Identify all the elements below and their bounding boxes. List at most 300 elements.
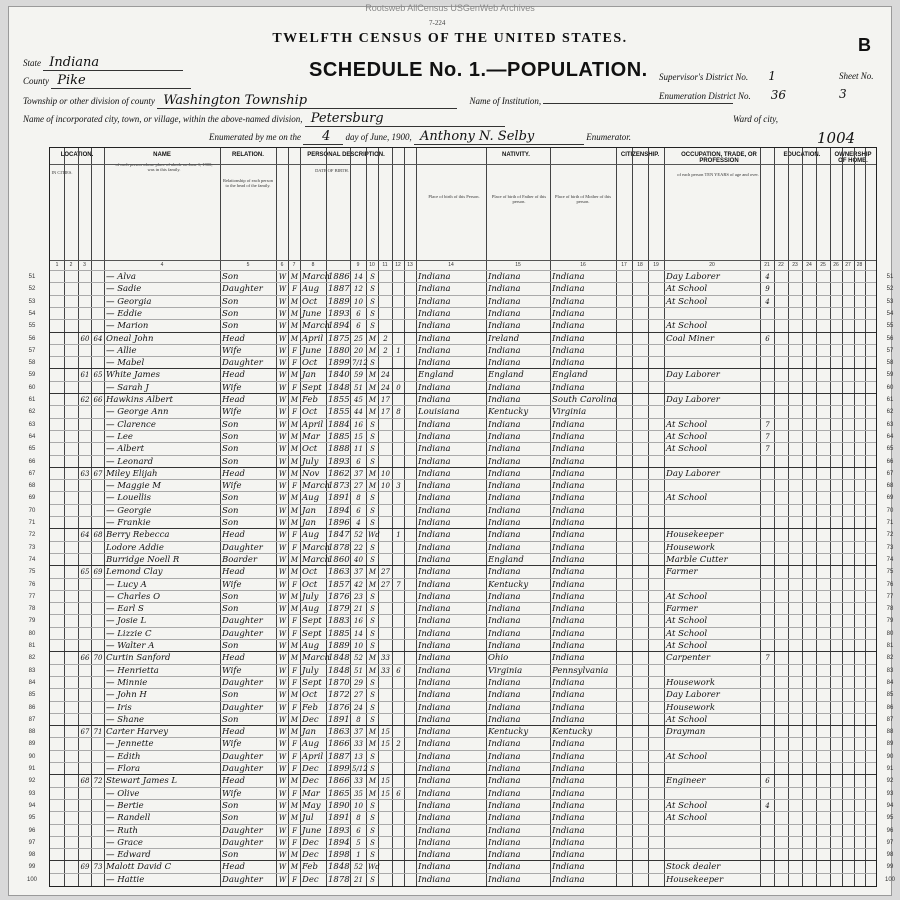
cell-name: — Clarence <box>106 419 156 430</box>
cell-year: 1872 <box>328 690 350 701</box>
line-number: 52 <box>886 286 894 293</box>
cell-yrs: 2 <box>383 346 388 355</box>
sheet-box <box>839 67 874 103</box>
cell-ms: S <box>370 642 375 650</box>
cell-rel: Son <box>222 714 239 725</box>
cell-bp: Indiana <box>418 431 451 442</box>
cell-rel: Daughter <box>222 628 263 639</box>
table-row <box>28 590 894 603</box>
cell-mbp: Indiana <box>552 653 585 664</box>
cell-age: 23 <box>354 592 363 601</box>
cell-age: 7/12 <box>352 359 368 368</box>
cell-year: 1840 <box>328 370 350 381</box>
cell-dw: 65 <box>80 568 90 577</box>
cell-mbp: Indiana <box>552 554 585 565</box>
cell-sex: F <box>292 408 297 417</box>
cell-bp: Indiana <box>418 542 451 553</box>
line-number: 62 <box>886 409 894 416</box>
cell-rel: Wife <box>222 345 242 356</box>
cell-month: Sept <box>302 382 322 393</box>
cell-month: Aug <box>302 739 320 750</box>
cell-occ: At School <box>666 751 708 762</box>
line-number: 67 <box>28 470 36 477</box>
line-number: 81 <box>28 643 36 649</box>
cell-bp: England <box>418 370 454 381</box>
cell-bp: Indiana <box>418 776 451 787</box>
cell-age: 13 <box>354 752 363 761</box>
cell-rel: Daughter <box>222 837 263 848</box>
cell-fbp: England <box>488 370 524 381</box>
cell-month: Oct <box>302 358 318 369</box>
city-value: Petersburg <box>310 111 384 126</box>
cell-bp: Indiana <box>418 321 451 332</box>
table-row <box>28 282 894 295</box>
column-number: 12 <box>395 262 401 268</box>
cell-month: Aug <box>302 604 320 615</box>
table-row <box>28 307 894 320</box>
cell-race: W <box>278 826 287 835</box>
cell-edu: 6 <box>765 777 770 786</box>
cell-rel: Daughter <box>222 751 263 762</box>
cell-ms: S <box>370 703 375 712</box>
cell-age: 8 <box>356 715 361 724</box>
cell-ch: 7 <box>396 580 401 589</box>
cell-rel: Daughter <box>222 284 263 295</box>
table-row <box>28 356 894 369</box>
cell-age: 29 <box>354 678 363 687</box>
cell-rel: Son <box>222 505 239 516</box>
cell-bp: Indiana <box>418 444 451 455</box>
cell-occ: Housework <box>666 677 716 688</box>
cell-ms: M <box>368 740 377 749</box>
cell-yrs: 24 <box>381 371 390 380</box>
cell-race: W <box>278 371 287 380</box>
cell-bp: Indiana <box>418 382 451 393</box>
cell-month: Aug <box>302 493 320 504</box>
table-row <box>28 627 894 640</box>
cell-age: 15 <box>354 432 363 441</box>
cell-rel: Boarder <box>222 554 258 565</box>
cell-yrs: 27 <box>381 568 390 577</box>
cell-mbp: Indiana <box>552 776 585 787</box>
group-citizenship: CITIZENSHIP. <box>620 152 660 158</box>
cell-sex: M <box>290 801 299 810</box>
line-number: 54 <box>28 310 36 317</box>
cell-dw: 69 <box>80 863 90 872</box>
cell-bp: Indiana <box>418 308 451 319</box>
cell-name: — Bertie <box>106 800 144 811</box>
table-row <box>28 762 894 775</box>
table-row <box>28 565 894 578</box>
line-number: 55 <box>886 323 894 330</box>
cell-mbp: Indiana <box>552 493 585 504</box>
cell-ms: S <box>370 359 375 368</box>
table-row <box>28 688 894 701</box>
cell-sex: F <box>292 580 297 589</box>
cell-rel: Head <box>222 395 245 405</box>
cell-month: Sept <box>302 677 322 688</box>
cell-month: Oct <box>302 579 318 590</box>
cell-race: W <box>278 851 287 860</box>
cell-race: W <box>278 297 287 306</box>
cell-occ: Day Laborer <box>666 370 720 381</box>
line-number: 84 <box>886 679 894 686</box>
cell-bp: Indiana <box>418 604 451 615</box>
cell-month: Sept <box>302 616 322 627</box>
cell-age: 6 <box>356 506 361 515</box>
cell-ms: S <box>370 297 375 306</box>
column-number: 28 <box>856 262 863 268</box>
cell-ch: 1 <box>396 531 401 540</box>
cell-ch: 8 <box>396 408 401 417</box>
cell-yrs: 27 <box>381 580 390 589</box>
cell-name: Carter Harvey <box>106 727 169 738</box>
cell-name: — Flora <box>106 764 141 774</box>
cell-occ: At School <box>666 284 708 295</box>
line-number: 83 <box>28 667 36 674</box>
cell-mbp: Indiana <box>552 505 585 516</box>
cell-rel: Head <box>222 653 245 664</box>
cell-mbp: Indiana <box>552 567 585 578</box>
cell-fm: 73 <box>93 863 103 872</box>
cell-occ: At School <box>666 800 708 811</box>
column-number: 20 <box>709 262 715 268</box>
cell-name: Berry Rebecca <box>106 530 170 541</box>
cell-yrs: 24 <box>381 383 390 392</box>
cell-fbp: Indiana <box>488 530 521 541</box>
cell-race: W <box>278 777 287 786</box>
cell-sex: M <box>290 728 299 737</box>
line-number: 56 <box>28 335 36 342</box>
cell-month: March <box>302 554 331 565</box>
cell-fbp: Indiana <box>488 764 521 774</box>
cell-rel: Wife <box>222 788 242 799</box>
cell-name: — Leonard <box>106 456 154 467</box>
cell-ms: Wd <box>368 531 380 540</box>
page-number: 1004 <box>817 129 856 147</box>
cell-age: 10 <box>354 801 363 810</box>
cell-sex: M <box>290 519 299 527</box>
cell-month: Oct <box>302 567 318 578</box>
census-sheet <box>8 3 895 896</box>
cell-year: 1855 <box>328 395 350 405</box>
column-number: 23 <box>792 262 798 268</box>
table-row <box>28 405 894 418</box>
cell-mbp: Indiana <box>552 813 585 824</box>
line-number: 62 <box>28 409 36 416</box>
cell-year: 1876 <box>328 702 350 713</box>
column-number: 27 <box>845 262 851 268</box>
cell-sex: F <box>292 826 297 835</box>
census-title: TWELFTH CENSUS OF THE UNITED STATES. <box>272 31 628 46</box>
table-row <box>28 860 894 873</box>
line-number: 66 <box>886 458 894 465</box>
county-value: Pike <box>57 73 86 88</box>
cell-occ: Stock dealer <box>666 862 721 873</box>
cell-race: W <box>278 592 287 601</box>
table-row <box>26 873 895 886</box>
cell-fbp: Indiana <box>488 395 521 405</box>
cell-race: W <box>278 580 287 589</box>
cell-mbp: Kentucky <box>552 727 593 738</box>
cell-occ: At School <box>666 296 708 307</box>
header-rule <box>50 164 876 165</box>
line-number: 71 <box>886 520 894 526</box>
cell-rel: Daughter <box>222 616 263 627</box>
line-number: 94 <box>28 802 36 809</box>
cell-age: 6 <box>356 309 361 318</box>
table-row <box>28 737 894 750</box>
cell-month: Oct <box>302 690 318 701</box>
cell-name: Stewart James L <box>106 776 178 787</box>
cell-sex: F <box>292 740 297 749</box>
cell-age: 21 <box>354 605 363 614</box>
cell-year: 1878 <box>328 542 350 553</box>
cell-fm: 69 <box>93 568 103 577</box>
cell-occ: Housework <box>666 542 716 553</box>
cell-ms: S <box>370 691 375 700</box>
cell-bp: Indiana <box>418 702 451 713</box>
line-number: 60 <box>28 384 36 391</box>
cell-fbp: Ohio <box>488 653 509 664</box>
table-row <box>28 725 894 738</box>
cell-fbp: Indiana <box>488 874 521 885</box>
cell-sex: F <box>292 629 297 638</box>
cell-mbp: Indiana <box>552 714 585 725</box>
cell-name: White James <box>106 370 161 381</box>
cell-ms: M <box>368 580 377 589</box>
cell-occ: At School <box>666 813 708 824</box>
line-number: 64 <box>28 433 36 440</box>
cell-mbp: Indiana <box>552 800 585 811</box>
cell-occ: Marble Cutter <box>666 554 728 565</box>
cell-ms: M <box>368 383 377 392</box>
cell-mbp: Indiana <box>552 444 585 455</box>
cell-fbp: Indiana <box>488 702 521 713</box>
enumeration-district-label: Enumeration District No. <box>659 91 751 101</box>
cell-yrs: 33 <box>381 654 390 663</box>
line-number: 68 <box>28 483 36 490</box>
line-number: 54 <box>886 310 894 317</box>
cell-age: 11 <box>354 445 363 454</box>
cell-name: — Frankie <box>106 518 151 528</box>
caption-birth: DATE OF BIRTH. <box>315 168 349 173</box>
line-number: 56 <box>886 335 894 342</box>
cell-year: 1894 <box>328 321 350 332</box>
column-number: 9 <box>356 262 360 268</box>
table-row <box>28 713 894 726</box>
cell-bp: Indiana <box>418 419 451 430</box>
cell-mbp: Indiana <box>552 788 585 799</box>
cell-month: May <box>302 800 321 811</box>
line-number: 63 <box>28 421 36 428</box>
cell-ms: S <box>370 715 375 724</box>
cell-race: W <box>278 752 287 761</box>
line-number: 85 <box>28 692 36 699</box>
line-number: 58 <box>886 360 894 367</box>
cell-year: 1862 <box>328 468 350 479</box>
table-row <box>28 787 894 800</box>
cell-bp: Indiana <box>418 628 451 639</box>
column-number: 8 <box>311 262 315 268</box>
cell-age: 16 <box>354 420 363 429</box>
cell-ms: M <box>368 654 377 663</box>
cell-fbp: Indiana <box>488 321 521 332</box>
cell-year: 1893 <box>328 456 350 467</box>
cell-age: 22 <box>354 543 363 552</box>
cell-rel: Wife <box>222 407 242 418</box>
group-relation: RELATION. <box>232 152 264 158</box>
group-location: LOCATION. <box>60 152 94 158</box>
caption-location: IN CITIES. <box>51 170 73 175</box>
cell-rel: Head <box>222 333 245 344</box>
cell-month: Dec <box>302 714 319 725</box>
cell-fbp: Indiana <box>488 739 521 750</box>
line-number: 63 <box>886 421 894 428</box>
cell-rel: Wife <box>222 382 242 393</box>
cell-fbp: Indiana <box>488 419 521 430</box>
cell-rel: Daughter <box>222 874 263 885</box>
column-number: 18 <box>637 262 643 268</box>
cell-occ: At School <box>666 431 708 442</box>
column-number: 7 <box>292 262 296 268</box>
cell-ch: 0 <box>396 383 401 392</box>
cell-fbp: Virginia <box>488 665 523 676</box>
line-number: 73 <box>886 544 894 551</box>
cell-year: 1884 <box>328 419 350 430</box>
cell-dw: 67 <box>80 728 90 737</box>
cell-month: March <box>302 653 331 664</box>
cell-name: — Iris <box>106 702 132 713</box>
county-field <box>23 73 191 89</box>
cell-fbp: Indiana <box>488 468 521 479</box>
cell-age: 33 <box>354 777 363 786</box>
cell-sex: M <box>290 371 299 380</box>
table-row <box>28 344 894 357</box>
cell-rel: Daughter <box>222 677 263 688</box>
cell-mbp: Indiana <box>552 296 585 307</box>
cell-month: Dec <box>302 776 319 787</box>
cell-bp: Louisiana <box>418 407 460 418</box>
caption-father: Place of birth of Father of this person. <box>491 194 547 204</box>
cell-bp: Indiana <box>418 764 451 774</box>
cell-name: — Lee <box>106 431 133 442</box>
cell-fbp: Kentucky <box>488 579 529 590</box>
cell-bp: Indiana <box>418 591 451 602</box>
form-number: 7-224 <box>429 19 446 27</box>
census-table <box>26 147 895 887</box>
cell-bp: Indiana <box>418 653 451 664</box>
cell-mbp: Indiana <box>552 530 585 541</box>
table-row <box>28 381 894 394</box>
cell-fbp: Indiana <box>488 456 521 467</box>
sheet-value: 3 <box>839 87 847 101</box>
cell-age: 14 <box>354 273 363 281</box>
line-number: 80 <box>886 630 894 637</box>
cell-ms: S <box>370 273 375 281</box>
cell-mbp: Indiana <box>552 604 585 615</box>
column-number: 4 <box>160 262 164 268</box>
cell-month: July <box>302 456 319 467</box>
line-number: 61 <box>886 397 894 403</box>
line-number: 71 <box>28 520 36 526</box>
cell-occ: Day Laborer <box>666 395 720 405</box>
cell-fbp: Indiana <box>488 272 521 282</box>
cell-name: — Georgie <box>106 505 152 516</box>
cell-ms: M <box>368 568 377 577</box>
cell-rel: Son <box>222 296 239 307</box>
cell-year: 1848 <box>328 665 350 676</box>
cell-race: W <box>278 457 287 466</box>
cell-month: July <box>302 665 319 676</box>
cell-yrs: 10 <box>381 482 390 491</box>
cell-name: — Alva <box>106 272 136 282</box>
cell-fbp: Indiana <box>488 677 521 688</box>
cell-age: 6 <box>356 826 361 835</box>
cell-age: 1 <box>356 851 361 860</box>
cell-month: April <box>302 419 324 430</box>
cell-name: — Minnie <box>106 677 148 688</box>
table-row <box>28 332 894 345</box>
cell-ms: S <box>370 445 375 454</box>
cell-fbp: Indiana <box>488 788 521 799</box>
table-row <box>28 491 894 504</box>
cell-age: 27 <box>354 691 363 700</box>
state-value: Indiana <box>49 55 100 70</box>
cell-rel: Son <box>222 800 239 811</box>
cell-mbp: Indiana <box>552 616 585 627</box>
group-name: NAME <box>153 152 171 158</box>
cell-sex: F <box>292 752 297 761</box>
line-number: 66 <box>28 458 36 465</box>
cell-year: 1879 <box>328 604 350 615</box>
cell-bp: Indiana <box>418 579 451 590</box>
ward-label: Ward of city, <box>732 114 779 124</box>
table-row <box>28 553 894 566</box>
table-row <box>28 541 894 554</box>
cell-ms: S <box>370 519 375 527</box>
cell-name: Curtin Sanford <box>106 653 171 664</box>
cell-mbp: Indiana <box>552 358 585 369</box>
cell-rel: Son <box>222 641 239 651</box>
cell-occ: Engineer <box>666 776 706 787</box>
cell-ms: S <box>370 494 375 503</box>
column-number: 2 <box>69 262 73 268</box>
enumeration-district-value: 36 <box>770 88 787 102</box>
cell-race: W <box>278 814 287 823</box>
cell-yrs: 15 <box>381 777 390 786</box>
cell-age: 20 <box>354 346 363 355</box>
line-number: 89 <box>28 741 36 748</box>
cell-age: 10 <box>354 297 363 306</box>
cell-month: Feb <box>302 862 318 873</box>
cell-year: 1886 <box>328 272 350 282</box>
line-number: 74 <box>28 556 36 563</box>
cell-fbp: Kentucky <box>488 727 529 738</box>
cell-race: W <box>278 285 287 294</box>
cell-rel: Daughter <box>222 702 263 713</box>
cell-bp: Indiana <box>418 825 451 836</box>
cell-rel: Son <box>222 321 239 332</box>
cell-month: Nov <box>302 468 320 479</box>
cell-fbp: Indiana <box>488 776 521 787</box>
cell-year: 1896 <box>328 518 350 528</box>
line-number: 98 <box>886 852 894 859</box>
line-number: 57 <box>886 347 894 354</box>
cell-month: Jan <box>302 505 316 516</box>
cell-ms: S <box>370 826 375 835</box>
cell-yrs <box>380 874 391 886</box>
